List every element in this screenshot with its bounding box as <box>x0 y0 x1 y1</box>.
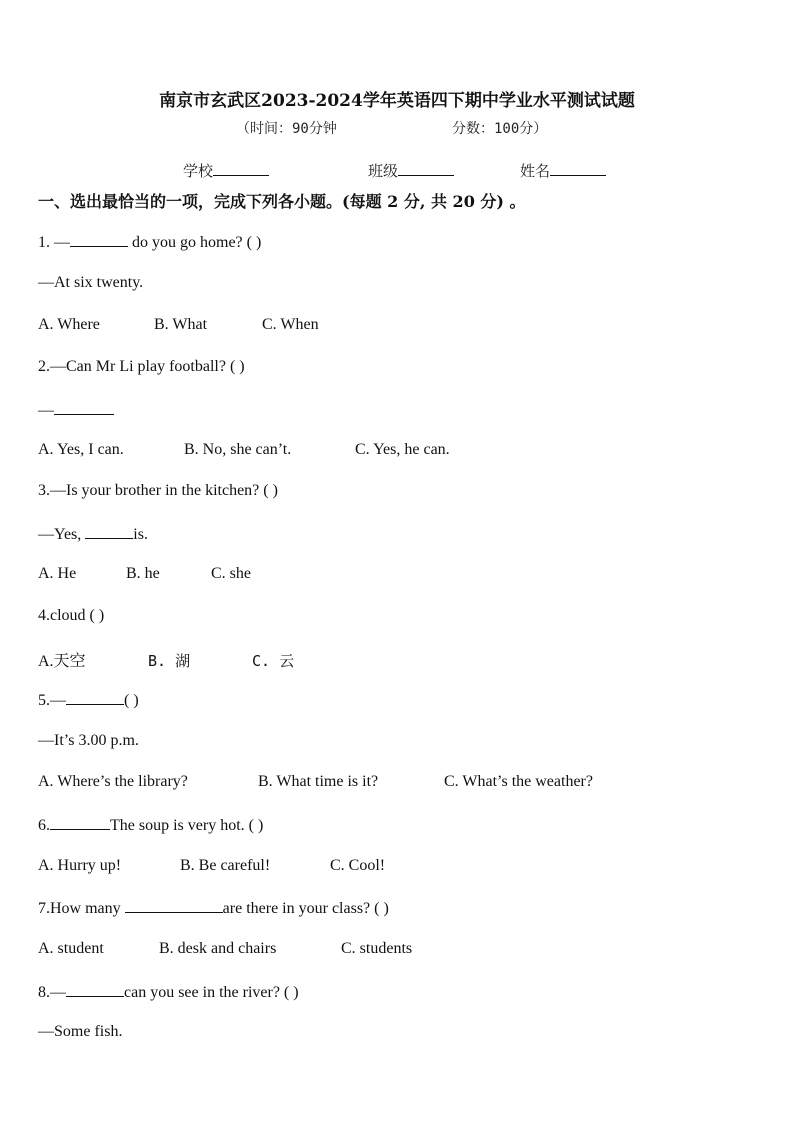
name-label: 姓名 <box>520 162 551 180</box>
question-3-answer-suffix: is. <box>133 526 148 543</box>
question-5-answer: —It’s 3.00 p.m. <box>38 732 139 749</box>
question-8-answer: —Some fish. <box>38 1023 123 1040</box>
question-2: 2.—Can Mr Li play football? ( ) <box>38 358 245 375</box>
class-label: 班级 <box>368 162 399 180</box>
question-8-blank[interactable] <box>66 982 124 997</box>
question-1-prefix: 1. — <box>38 234 70 251</box>
option-c[interactable]: C. she <box>211 565 251 582</box>
question-4: 4.cloud ( ) <box>38 607 105 624</box>
question-5-text: ( ) <box>124 692 139 709</box>
question-2-blank[interactable] <box>54 400 114 415</box>
question-7-blank[interactable] <box>125 898 223 913</box>
option-b[interactable]: B. 湖 <box>148 652 191 670</box>
option-a[interactable]: A. Where <box>38 316 100 333</box>
school-field <box>183 160 269 181</box>
question-2-dash: — <box>38 402 54 419</box>
question-8-prefix: 8.— <box>38 984 66 1001</box>
question-8-text: can you see in the river? ( ) <box>124 984 299 1001</box>
question-6-prefix: 6. <box>38 817 50 834</box>
option-c[interactable]: C. What’s the weather? <box>444 773 593 790</box>
question-1-blank[interactable] <box>70 232 128 247</box>
option-b[interactable]: B. Be careful! <box>180 857 271 874</box>
option-b[interactable]: B. desk and chairs <box>159 940 277 957</box>
option-a[interactable]: A. Where’s the library? <box>38 773 188 790</box>
option-c[interactable]: C. Cool! <box>330 857 386 874</box>
question-2-options <box>38 441 450 459</box>
option-c[interactable]: C. students <box>341 940 413 957</box>
question-6-blank[interactable] <box>50 815 110 830</box>
question-4-options <box>38 648 294 671</box>
question-7-prefix: 7.How many <box>38 900 125 917</box>
question-3-options <box>38 565 251 583</box>
option-a[interactable]: A. Yes, I can. <box>38 441 124 458</box>
exam-title: 南京市玄武区2023-2024学年英语四下期中学业水平测试试题 <box>159 91 635 111</box>
option-c[interactable]: C. 云 <box>252 652 295 670</box>
question-2-answer <box>38 400 114 420</box>
question-6-options <box>38 857 385 875</box>
question-7-options <box>38 940 412 958</box>
question-3: 3.—Is your brother in the kitchen? ( ) <box>38 482 278 499</box>
option-a[interactable]: A. student <box>38 940 104 957</box>
question-6-text: The soup is very hot. ( ) <box>110 817 264 834</box>
class-field <box>368 160 454 181</box>
question-5-prefix: 5.— <box>38 692 66 709</box>
exam-time: （时间：90分钟 <box>236 121 337 137</box>
section-heading: 一、选出最恰当的一项，完成下列各小题。(每题 2 分, 共 20 分) 。 <box>38 192 526 211</box>
question-3-answer <box>38 524 148 544</box>
question-1 <box>38 232 261 252</box>
option-b[interactable]: B. What <box>154 316 208 333</box>
question-5-options <box>38 773 593 791</box>
name-blank[interactable] <box>550 161 606 176</box>
option-a[interactable]: A.天空 <box>38 653 86 670</box>
option-a[interactable]: A. He <box>38 565 77 582</box>
question-8 <box>38 982 299 1002</box>
option-b[interactable]: B. No, she can’t. <box>184 441 292 458</box>
school-label: 学校 <box>183 162 214 180</box>
question-7 <box>38 898 389 918</box>
question-1-options <box>38 316 319 334</box>
question-3-blank[interactable] <box>85 524 133 539</box>
exam-score: 分数：100分） <box>452 121 548 137</box>
name-field <box>520 160 606 181</box>
option-c[interactable]: C. Yes, he can. <box>355 441 450 458</box>
question-5 <box>38 690 139 710</box>
option-b[interactable]: B. What time is it? <box>258 773 379 790</box>
option-a[interactable]: A. Hurry up! <box>38 857 122 874</box>
option-b[interactable]: B. he <box>126 565 160 582</box>
question-6 <box>38 815 263 835</box>
option-c[interactable]: C. When <box>262 316 319 333</box>
class-blank[interactable] <box>398 161 454 176</box>
question-3-answer-prefix: —Yes, <box>38 526 86 543</box>
question-1-answer: —At six twenty. <box>38 274 144 291</box>
school-blank[interactable] <box>213 161 269 176</box>
question-1-text: do you go home? ( ) <box>128 234 262 251</box>
question-7-text: are there in your class? ( ) <box>222 900 389 917</box>
question-5-blank[interactable] <box>66 690 124 705</box>
